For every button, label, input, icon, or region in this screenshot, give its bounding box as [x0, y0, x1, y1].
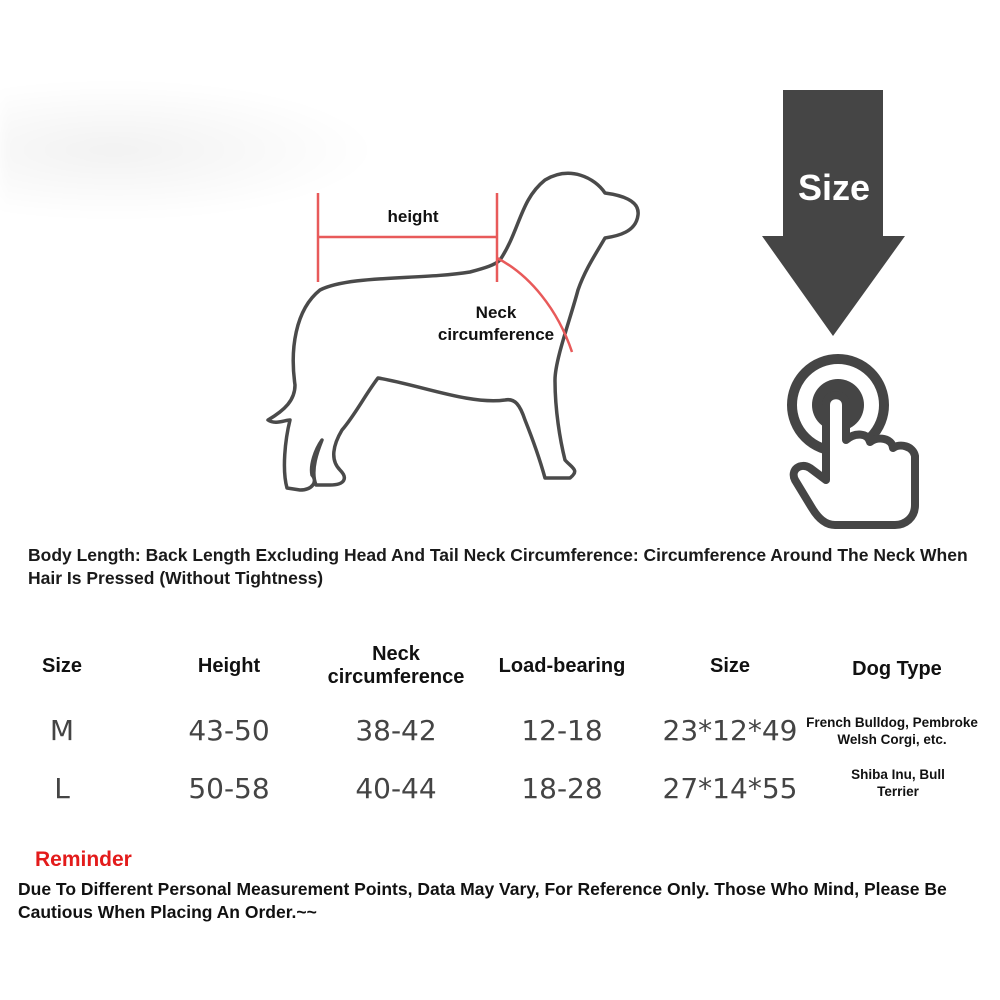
row-m-dog-type: French Bulldog, Pembroke Welsh Corgi, etc.	[806, 715, 978, 747]
header-neck-line2: circumference	[327, 666, 465, 688]
header-load-bearing: Load-bearing	[498, 655, 626, 677]
neck-label-line1: Neck	[475, 303, 517, 322]
row-l-load: 18-28	[521, 772, 603, 805]
size-arrow-label: Size	[797, 167, 871, 208]
height-label: height	[387, 207, 439, 226]
row-m-neck: 38-42	[355, 714, 437, 747]
header-dog-type: Dog Type	[852, 658, 942, 680]
reminder-title: Reminder	[35, 848, 132, 871]
size-down-arrow-icon	[762, 90, 905, 336]
header-dimensions: Size	[709, 655, 751, 677]
measurement-description: Body Length: Back Length Excluding Head And Tail Neck Circumference: Circumference Around The Neck When Hair Is Pressed (Without Tightness)	[28, 545, 968, 588]
row-m-height: 43-50	[188, 714, 270, 747]
row-l-dims: 27*14*55	[662, 772, 798, 805]
reminder-text: Due To Different Personal Measurement Points, Data May Vary, For Reference Only. Those Who Mind, Please Be Cautious When Placing An Order.~~	[18, 879, 947, 922]
header-neck-line1: Neck	[372, 643, 420, 665]
row-l-height: 50-58	[188, 772, 270, 805]
row-m-dims: 23*12*49	[662, 714, 798, 747]
row-m-load: 12-18	[521, 714, 603, 747]
row-m-size: M	[49, 714, 75, 747]
row-l-size: L	[54, 772, 70, 805]
neck-label-line2: circumference	[437, 325, 555, 344]
header-neck	[328, 643, 465, 689]
header-size: Size	[41, 655, 83, 677]
row-l-neck: 40-44	[355, 772, 437, 805]
tap-button-icon	[792, 359, 915, 525]
row-l-dog-type: Shiba Inu, Bull Terrier	[851, 767, 945, 799]
header-height: Height	[197, 655, 261, 677]
